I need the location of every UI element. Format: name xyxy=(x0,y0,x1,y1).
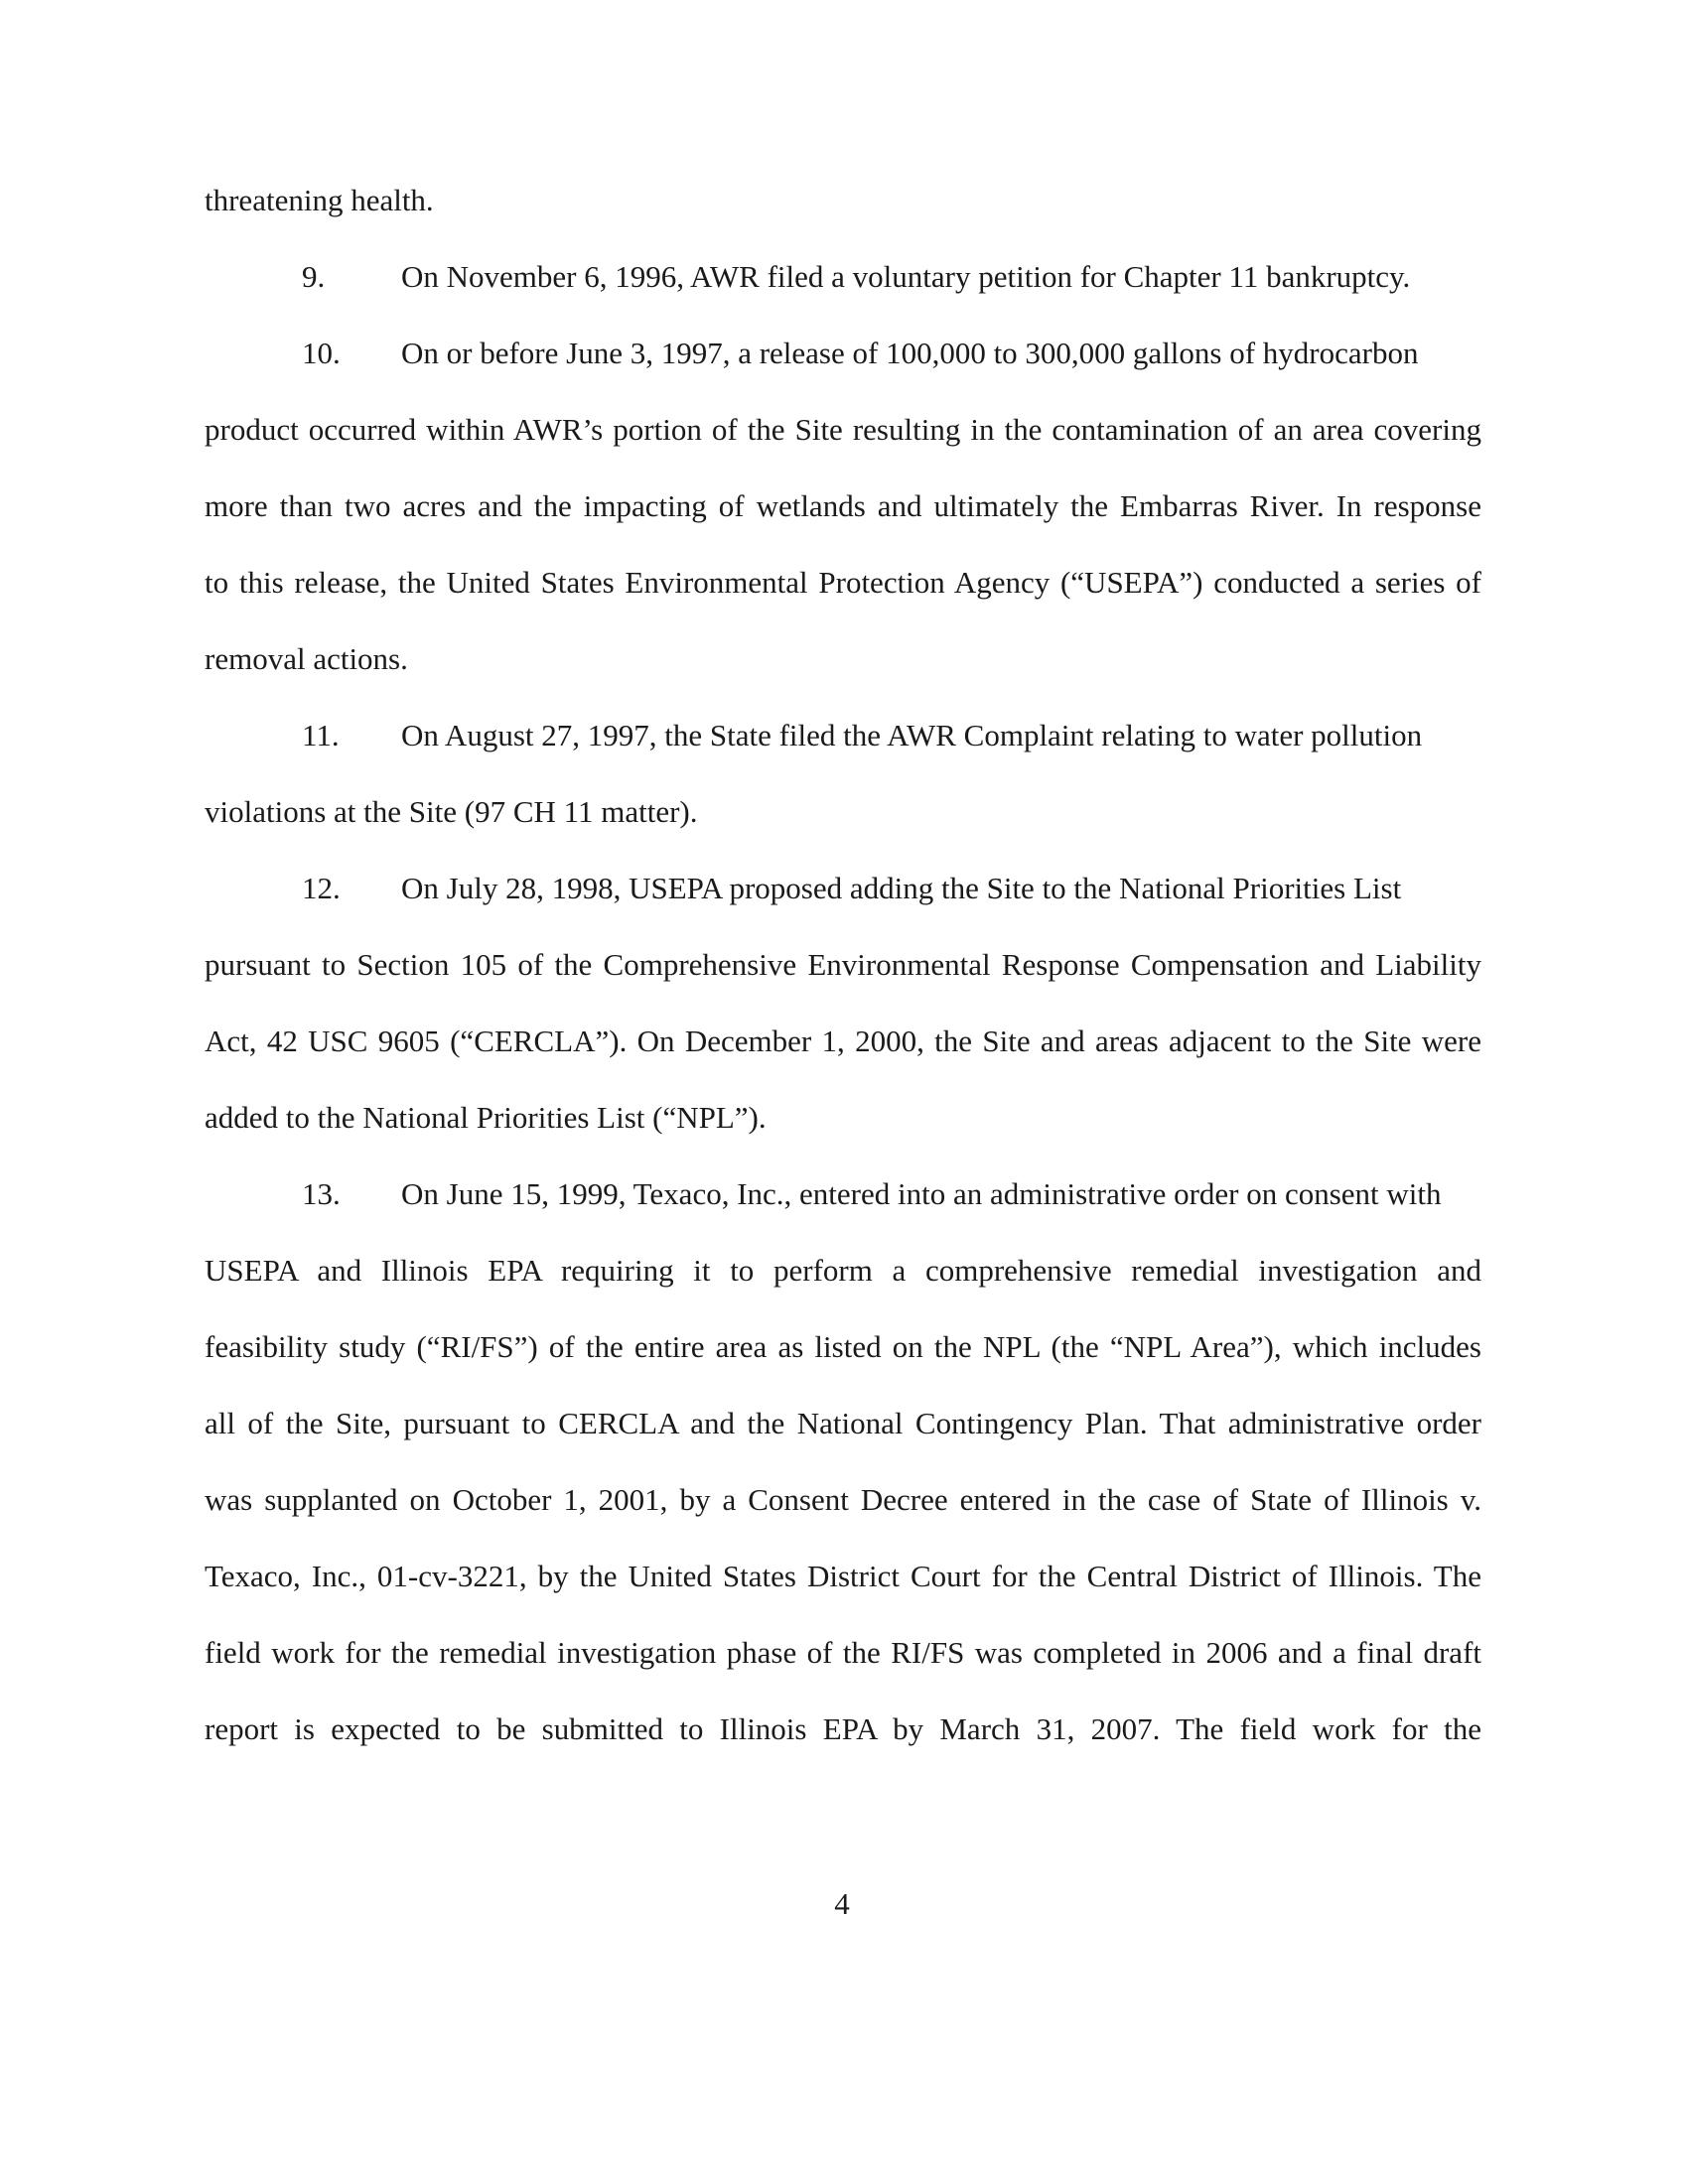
text-line: all of the Site, pursuant to CERCLA and the National Contingency Plan. That administrative order xyxy=(205,1406,1481,1440)
text-line xyxy=(205,181,1481,220)
text-line: report is expected to be submitted to Illinois EPA by March 31, 2007. The field work for the xyxy=(205,1711,1481,1746)
line-text: On November 6, 1996, AWR filed a voluntary petition for Chapter 11 bankruptcy. xyxy=(401,259,1411,294)
paragraph-number: 13. xyxy=(302,1176,341,1211)
text-line: added to the National Priorities List (“NPL”). xyxy=(205,1100,767,1135)
paragraph-number: 10. xyxy=(302,336,341,370)
line-text: On June 15, 1999, Texaco, Inc., entered into an administrative order on consent with xyxy=(401,1176,1442,1211)
text-line: pursuant to Section 105 of the Comprehensive Environmental Response Compensation and Liability xyxy=(205,947,1481,982)
paragraph-11-line xyxy=(205,716,1481,755)
text-line: was supplanted on October 1, 2001, by a Consent Decree entered in the case of State of Illinois v. xyxy=(205,1482,1481,1517)
text-line: more than two acres and the impacting of wetlands and ultimately the Embarras River. In response xyxy=(205,488,1481,523)
paragraph-12-line xyxy=(205,869,1481,908)
line-text: On August 27, 1997, the State filed the AWR Complaint relating to water pollution xyxy=(401,718,1423,752)
text-line: USEPA and Illinois EPA requiring it to perform a comprehensive remedial investigation and xyxy=(205,1253,1481,1288)
text-line: Act, 42 USC 9605 (“CERCLA”). On December 1, 2000, the Site and areas adjacent to the Site were xyxy=(205,1024,1481,1058)
paragraph-number: 12. xyxy=(302,871,341,905)
text-line: Texaco, Inc., 01-cv-3221, by the United States District Court for the Central District of Illinois. The xyxy=(205,1559,1481,1593)
paragraph-number: 11. xyxy=(302,718,340,752)
text-line: field work for the remedial investigation phase of the RI/FS was completed in 2006 and a final draft xyxy=(205,1635,1481,1670)
text-line: violations at the Site (97 CH 11 matter). xyxy=(205,794,698,829)
line-text: On July 28, 1998, USEPA proposed adding the Site to the National Priorities List xyxy=(401,871,1402,905)
text-line: product occurred within AWR’s portion of the Site resulting in the contamination of an area covering xyxy=(205,412,1481,447)
line-text: threatening health. xyxy=(205,183,434,217)
line-text: On or before June 3, 1997, a release of 100,000 to 300,000 gallons of hydrocarbon xyxy=(401,336,1419,370)
text-line: feasibility study (“RI/FS”) of the entire area as listed on the NPL (the “NPL Area”), which includes xyxy=(205,1329,1481,1364)
paragraph-13-line xyxy=(205,1174,1481,1214)
text-line: to this release, the United States Environmental Protection Agency (“USEPA”) conducted a series of xyxy=(205,565,1481,600)
paragraph-10-line xyxy=(205,334,1481,373)
paragraph-9-line xyxy=(205,257,1481,297)
text-line: removal actions. xyxy=(205,641,408,676)
paragraph-number: 9. xyxy=(302,259,326,294)
page-number: 4 xyxy=(834,1886,850,1921)
